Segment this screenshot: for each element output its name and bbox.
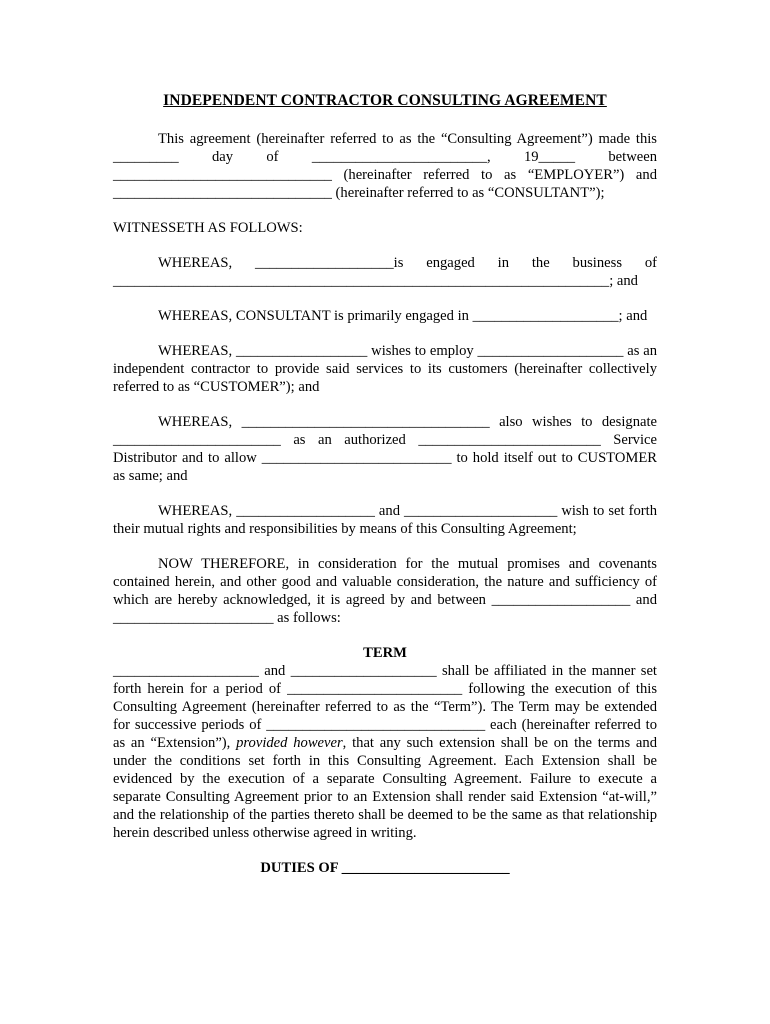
term-text-part-1: ____________________ and ____________________ shall be affiliated in the manner set forth herein for a period of ________________________ following the execution of this Consulting Agreement (hereinafter referred to as the “Term”). The Term may be extended for successive periods of ______________________________ each (hereinafter referred to as an “Extension”), [113,663,657,751]
term-italic-text: provided however [236,735,343,751]
duties-heading [113,859,657,877]
duties-blank: _______________________ [341,860,510,876]
whereas-paragraph-3: WHEREAS, __________________ wishes to employ ____________________ as an independent contractor to provide said services to its customers (hereinafter collectively referred to as “CUSTOMER”); and [113,343,657,395]
document-page [113,92,657,877]
whereas-paragraph-5: WHEREAS, ___________________ and _____________________ wish to set forth their mutual rights and responsibilities by means of this Consulting Agreement; [113,503,657,537]
whereas-paragraph-4: WHEREAS, __________________________________ also wishes to designate _______________________ as an authorized _________________________ Service Distributor and to allow __________________________ to hold itself out to CUSTOMER as same; and [113,414,657,484]
intro-paragraph: This agreement (hereinafter referred to as the “Consulting Agreement”) made this _________ day of ________________________, 19_____ between ______________________________ (hereinafter referred to as “EMPLOYER”) and ______________________________ (hereinafter referred to as “CONSULTANT”); [113,131,657,201]
document-title: INDEPENDENT CONTRACTOR CONSULTING AGREEMENT [163,92,607,109]
whereas-paragraph-2: WHEREAS, CONSULTANT is primarily engaged in ____________________; and [158,308,648,324]
now-therefore-paragraph: NOW THEREFORE, in consideration for the mutual promises and covenants contained herein, and other good and valuable consideration, the nature and sufficiency of which are hereby acknowledged, it is agreed by and between ___________________ and ______________________ as follows: [113,556,657,626]
term-heading: TERM [363,645,407,661]
whereas-paragraph-1: WHEREAS, ___________________is engaged in the business of ____________________________________________________________________; and [113,255,657,289]
duties-label: DUTIES OF [260,860,342,876]
witnesseth-paragraph: WITNESSETH AS FOLLOWS: [113,220,303,236]
term-text-part-2: , that any such extension shall be on the terms and under the conditions set forth in this Consulting Agreement. Each Extension shall be evidenced by the execution of a separate Consulting Agreement. Failure to execute a separate Consulting Agreement prior to an Extension shall render said Extension “at-will,” and the relationship of the parties thereto shall be deemed to be the same as that relationship herein described unless otherwise agreed in writing. [113,735,657,841]
term-paragraph [113,662,657,842]
